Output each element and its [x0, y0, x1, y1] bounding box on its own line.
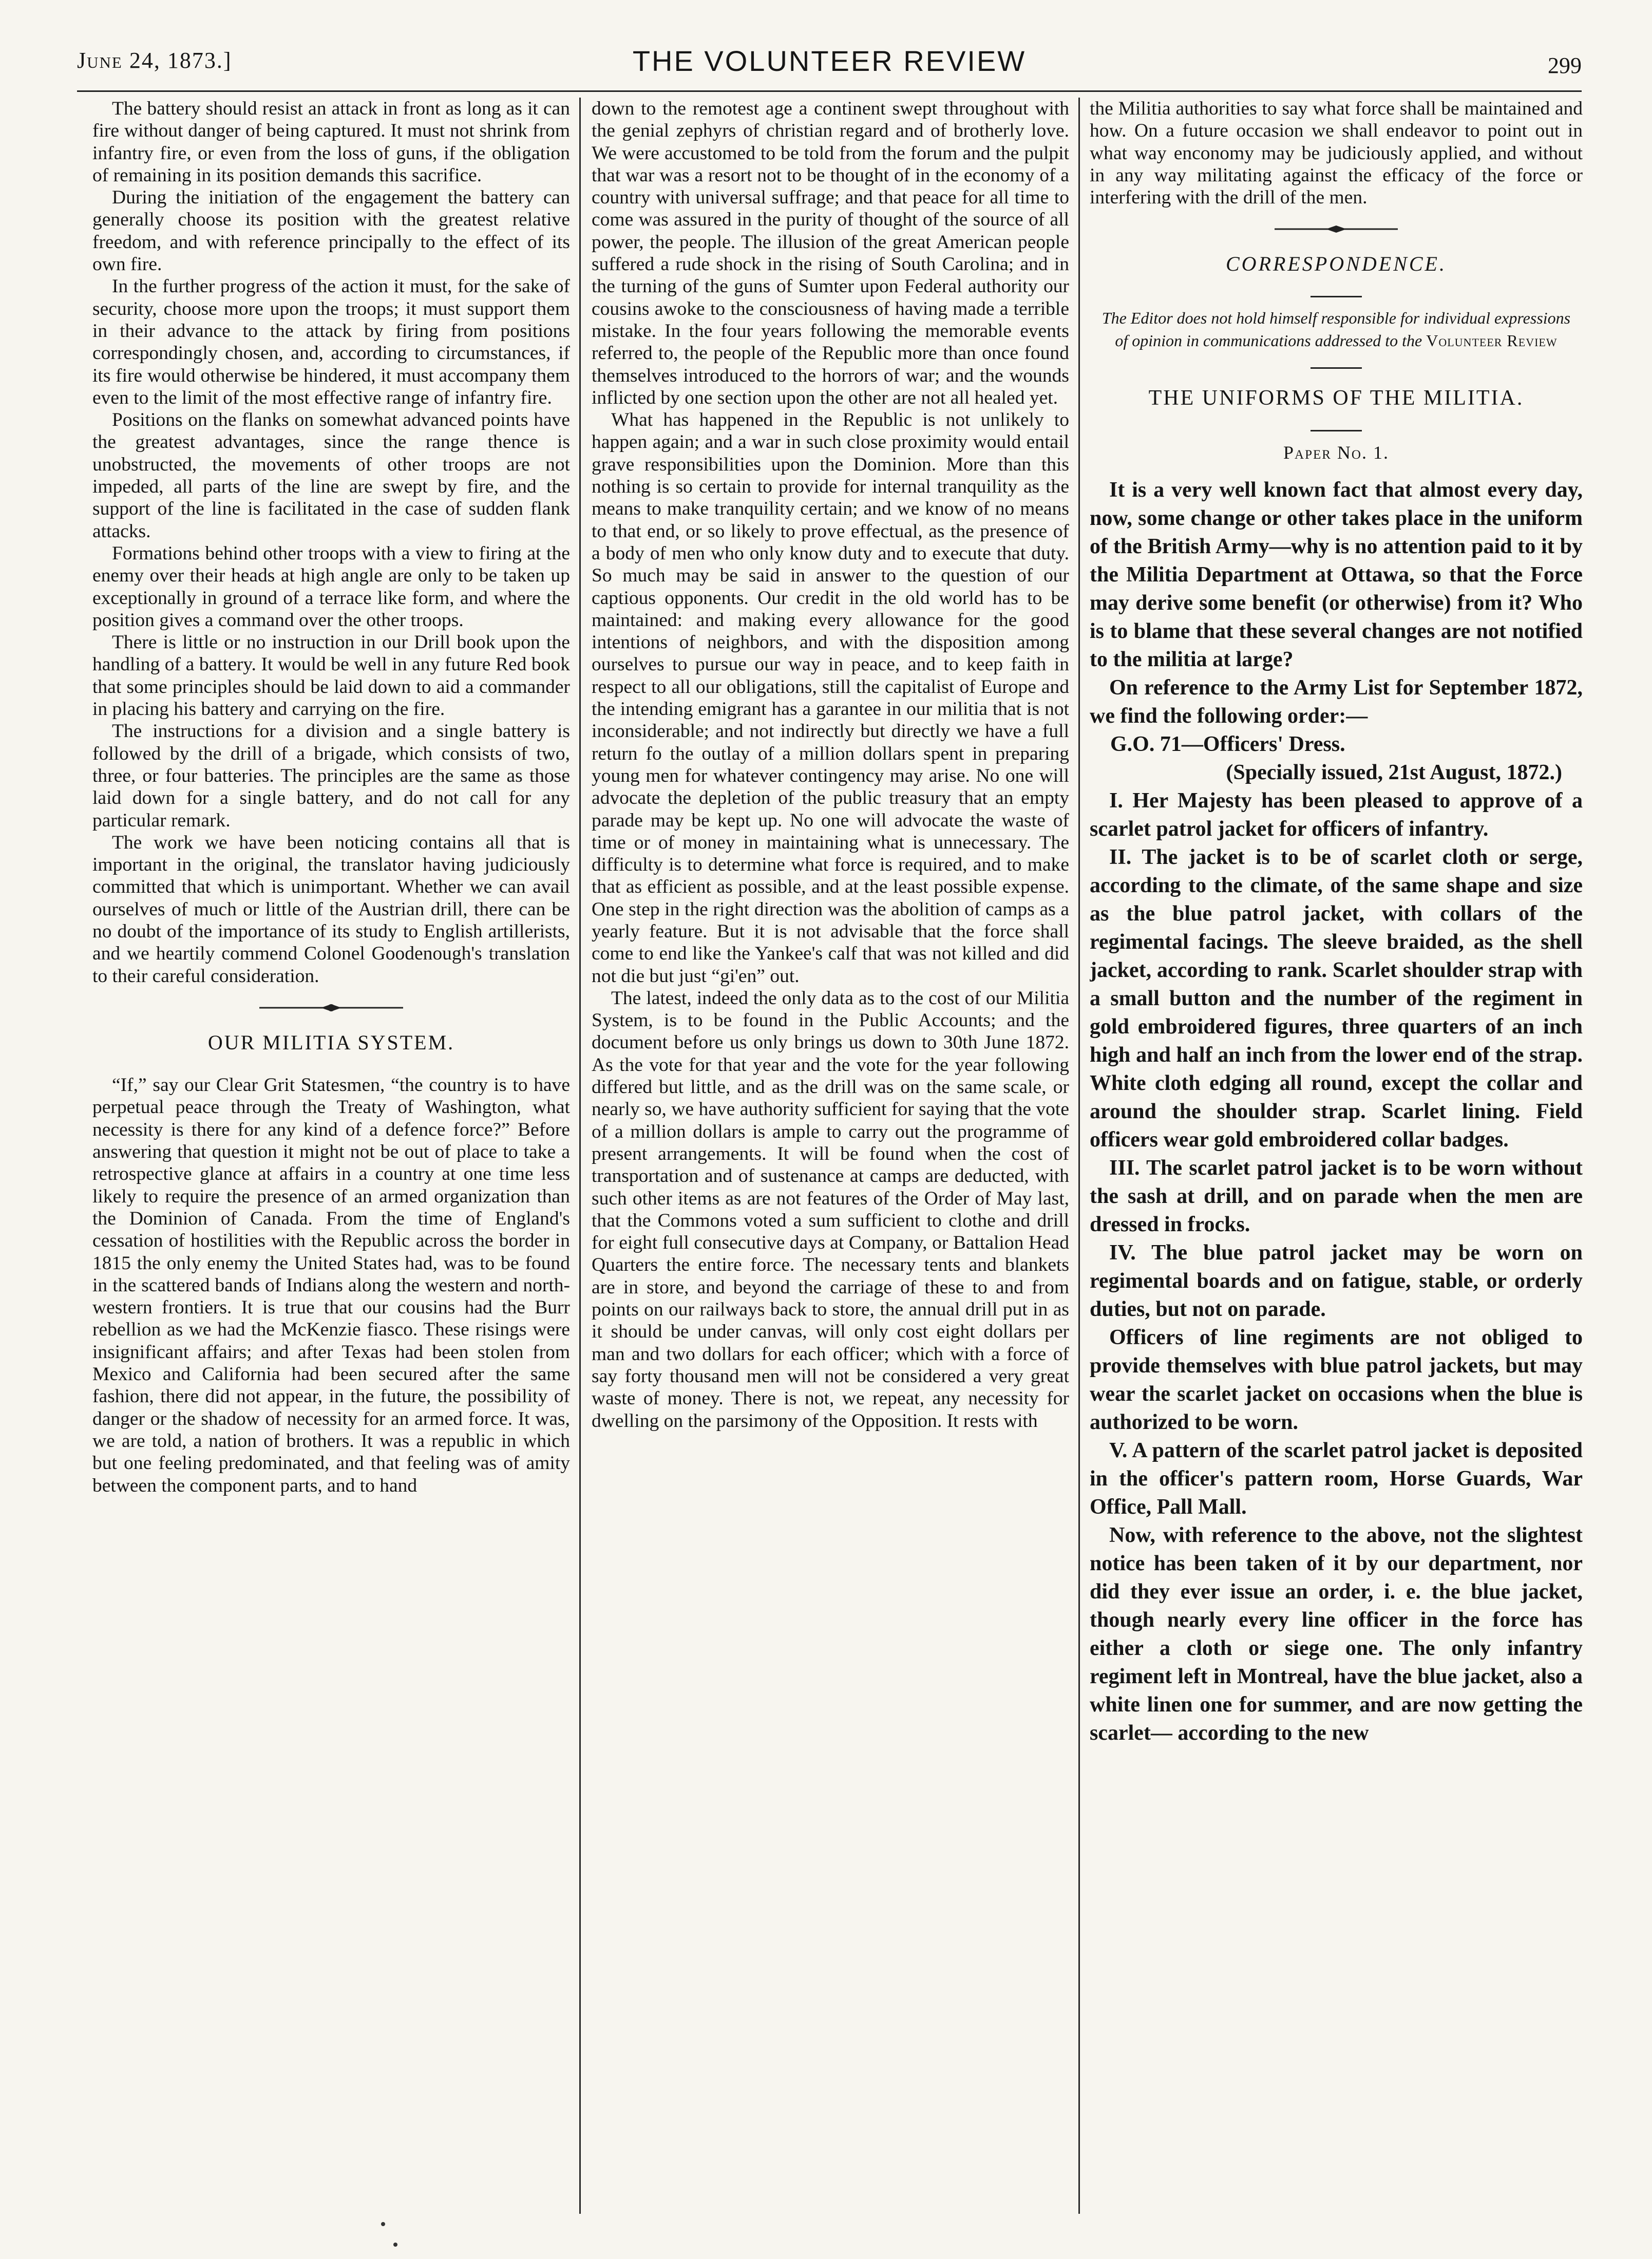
paragraph: During the initiation of the engagement the battery can generally choose its position with the greatest relative freedom, and with reference principally to the effect of its own fire.	[92, 187, 570, 275]
editor-disclaimer	[1095, 307, 1578, 352]
page-number: 299	[1548, 53, 1582, 78]
paragraph: III. The scarlet patrol jacket is to be worn without the sash at drill, and on parade when the men are dressed in frocks.	[1090, 1156, 1583, 1237]
paragraph: V. A pattern of the scarlet patrol jacket is deposited in the officer's pattern room, Horse Guards, War Office, Pall Mall.	[1090, 1439, 1583, 1519]
header-rule	[77, 90, 1582, 92]
ornament-divider	[1254, 224, 1418, 234]
paragraph: I. Her Majesty has been pleased to approve of a scarlet patrol jacket for officers of infantry.	[1090, 789, 1583, 841]
short-rule	[1311, 367, 1362, 369]
order-date: (Specially issued, 21st August, 1872.)	[1226, 761, 1562, 785]
publication-title: THE VOLUNTEER REVIEW	[632, 45, 1027, 77]
paragraph: In the further progress of the action it must, for the sake of security, choose more upon the troops; it must support them in their advance to the attack by firing from positions correspondingly chosen, and, according to circumstances, if its fire would otherwise be hindered, it must accompany them even to the limit of the most effective range of infantry fire.	[92, 276, 570, 408]
paragraph: There is little or no instruction in our Drill book upon the handling of a battery. It would be well in any future Red book that some principles should be laid down to aid a commander in placing his battery and carrying on the fire.	[92, 632, 570, 720]
paragraph: On reference to the Army List for September 1872, we find the following order:—	[1090, 676, 1583, 728]
paragraph: The instructions for a division and a single battery is followed by the drill of a brigade, which consists of two, three, or four batteries. The principles are the same as those laid down for a single battery, and do not call for any particular remark.	[92, 721, 570, 831]
paragraph: Formations behind other troops with a view to firing at the enemy over their heads at high angle are only to be taken up exceptionally in ground of a terrace like form, and where the position gives a command over the other troops.	[92, 542, 570, 631]
column-divider-1	[579, 98, 581, 2214]
page-header	[77, 47, 1582, 88]
paragraph: The latest, indeed the only data as to the cost of our Militia System, is to be found in the Public Accounts; and the document before us only brings us down to 30th June 1872. As the vote for that year and the vote for the year following differed but little, and as the drill was on the same scale, or nearly so, we have authority sufficient for saying that the vote of a million dollars is ample to carry out the programme of present arrangements. It will be found when the cost of transportation and of sustenance at camps are deducted, with such other items as are not features of the Order of May last, that the Commons voted a sum sufficient to clothe and drill for eight full consecutive days at Company, or Battalion Head Quarters the entire force. The necessary tents and blankets are in store, and beyond the carriage of these to and from points on our railways back to store, the annual drill put in as it should be under canvas, will only cost eight dollars per man and two dollars for each officer; which with a force of say forty thousand men will not be considered a very great waste of money. There is not, we repeat, any necessity for dwelling on the parsimony of the Opposition. It rests with	[592, 987, 1069, 1432]
paragraph: Officers of line regiments are not obliged to provide themselves with blue patrol jackets, but may wear the scarlet jacket on occasions when the blue is authorized to be worn.	[1090, 1326, 1583, 1435]
column-1	[92, 98, 570, 2214]
paragraph: What has happened in the Republic is not unlikely to happen again; and a war in such close proximity would entail grave responsibilities upon the Dominion. More than this nothing is so certain to provide for internal tranquility as the means to make tranquility certain; and we know of no means to that end, or so likely to prove effectual, as the presence of a body of men who only know duty and to execute that duty. So much may be said in answer to the question of our captious opponents. Our credit in the old world has to be maintained: and making every allowance for the good intentions of neighbors, and with the disposition among ourselves to pursue our way in peace, and to keep faith in respect to all our obligations, still the capitalist of Europe and the intending emigrant has a garantee in our militia that is not inconsiderable; and not indirectly but directly we have a full return fo the outlay of a million dollars spent in preparing young men for whatever contingency may arise. No one will advocate the depletion of the public treasury that an empty parade may be kept up. No one will advocate the waste of time or of money in maintaining what is unnecessary. The difficulty is to determine what force is required, and to make that as efficient as possible, and at the least possible expense. One step in the right direction was the abolition of camps as a yearly feature. But it is not advisable that the force shall come to end like the Yankee's calf that was not killed and did not die but just “gi'en” out.	[592, 409, 1069, 987]
article-heading: OUR MILITIA SYSTEM.	[207, 1030, 455, 1054]
paragraph: down to the remotest age a continent swept throughout with the genial zephyrs of christian regard and of brotherly love. We were accustomed to be told from the forum and the pulpit that war was a resort not to be thought of in the economy of a country with universal suffrage; and that peace for all time to come was assured in the purity of thought of the source of all power, the people. The illusion of the great American people suffered a rude shock in the rising of South Carolina; and in the turning of the guns of Sumter upon Federal authority our cousins awoke to the consciousness of having made a terrible mistake. In the four years following the memorable events referred to, the people of the Republic more than once found themselves introduced to the horrors of war; and the wounds inflicted by one section upon the other are not all healed yet.	[592, 98, 1069, 408]
column-2	[592, 98, 1069, 2214]
paragraph: Positions on the flanks on somewhat advanced points have the greatest advantages, since the range thence is unobstructed, the movements of other troops are not impeded, all parts of the line are swept by fire, and the support of the line is facilitated in the case of sudden flank attacks.	[92, 409, 570, 542]
uniforms-heading: THE UNIFORMS OF THE MILITIA.	[1148, 386, 1524, 410]
paragraph: IV. The blue patrol jacket may be worn on regimental boards and on fatigue, stable, or orderly duties, but not on parade.	[1090, 1241, 1583, 1322]
editor-note-paper: Volunteer Review	[1426, 331, 1558, 350]
print-speck	[393, 2243, 397, 2247]
column-divider-2	[1078, 98, 1080, 2214]
paragraph: II. The jacket is to be of scarlet cloth or serge, according to the climate, of the same shape and size as the blue patrol jacket, with collars of the regimental facings. The sleeve braided, as the shell jacket, according to rank. Scarlet shoulder strap with a small button and the number of the regiment in gold embroidered figures, three quarters of an inch high and half an inch from the lower end of the strap. White cloth edging all round, except the collar and around the shoulder strap. Scarlet lining. Field officers wear gold embroidered collar badges.	[1090, 845, 1583, 1152]
paragraph: The work we have been noticing contains all that is important in the original, the translator having judiciously committed that which is unimportant. Whether we can avail ourselves of much or little of the Austrian drill, there can be no doubt of the importance of its study to English artillerists, and we heartily commend Colonel Goodenough's translation to their careful consideration.	[92, 832, 570, 987]
paragraph: Now, with reference to the above, not the slightest notice has been taken of it by our department, nor did they ever issue an order, i. e. the blue jacket, though nearly every line officer in the force has either a cloth or siege one. The only infantry regiment left in Montreal, have the blue jacket, also a white linen one for summer, and are now getting the scarlet— according to the new	[1090, 1523, 1583, 1745]
paragraph: the Militia authorities to say what force shall be maintained and how. On a future occasion we shall endeavor to point out in what way enconomy may be judiciously applied, and without in any way militating against the efficacy of the force or interfering with the drill of the men.	[1090, 98, 1583, 209]
print-speck	[381, 2222, 385, 2226]
column-3	[1090, 98, 1583, 2214]
short-rule	[1311, 296, 1362, 297]
issue-date: June 24, 1873.]	[77, 48, 232, 73]
paragraph: “If,” say our Clear Grit Statesmen, “the country is to have perpetual peace through the Treaty of Washington, what necessity is there for any kind of a defence force?” Before answering that question it might not be out of place to take a retrospective glance at affairs in a country at one time less likely to require the presence of an armed organization than the Dominion of Canada. From the time of England's cessation of hostilities with the Republic across the border in 1815 the only enemy the United States had, was to be found in the scattered bands of Indians along the western and north-western frontiers. It is true that our cousins had the Burr rebellion as we had the McKenzie fiasco. These risings were insignificant affairs; and after Texas had been stolen from Mexico and California had been secured after the same fashion, there did not appear, in the future, the possibility of danger or the shadow of necessity for an armed force. It was, we are told, a nation of brothers. It was a republic in which but one feeling predominated, and that feeling was of amity between the component parts, and to hand	[92, 1075, 570, 1496]
order-line: G.O. 71—Officers' Dress.	[1110, 732, 1345, 757]
paragraph: It is a very well known fact that almost every day, now, some change or other takes place in the uniform of the British Army—why is no attention paid to it by the Militia Department at Ottawa, so that the Force may derive some benefit (or otherwise) from it? Who is to blame that these several changes are not notified to the militia at large?	[1090, 478, 1583, 672]
ornament-divider	[249, 1003, 413, 1013]
editor-note-text: The Editor does not hold himself responsible for individual expressions of opinion in communications addressed to the	[1102, 308, 1571, 350]
correspondence-heading: CORRESPONDENCE.	[1226, 252, 1447, 276]
paper-number: Paper No. 1.	[1283, 442, 1389, 463]
short-rule	[1311, 430, 1362, 431]
paragraph: The battery should resist an attack in front as long as it can fire without danger of being captured. It must not shrink from infantry fire, or even from the loss of guns, if the obligation of remaining in its position demands this sacrifice.	[92, 98, 570, 186]
